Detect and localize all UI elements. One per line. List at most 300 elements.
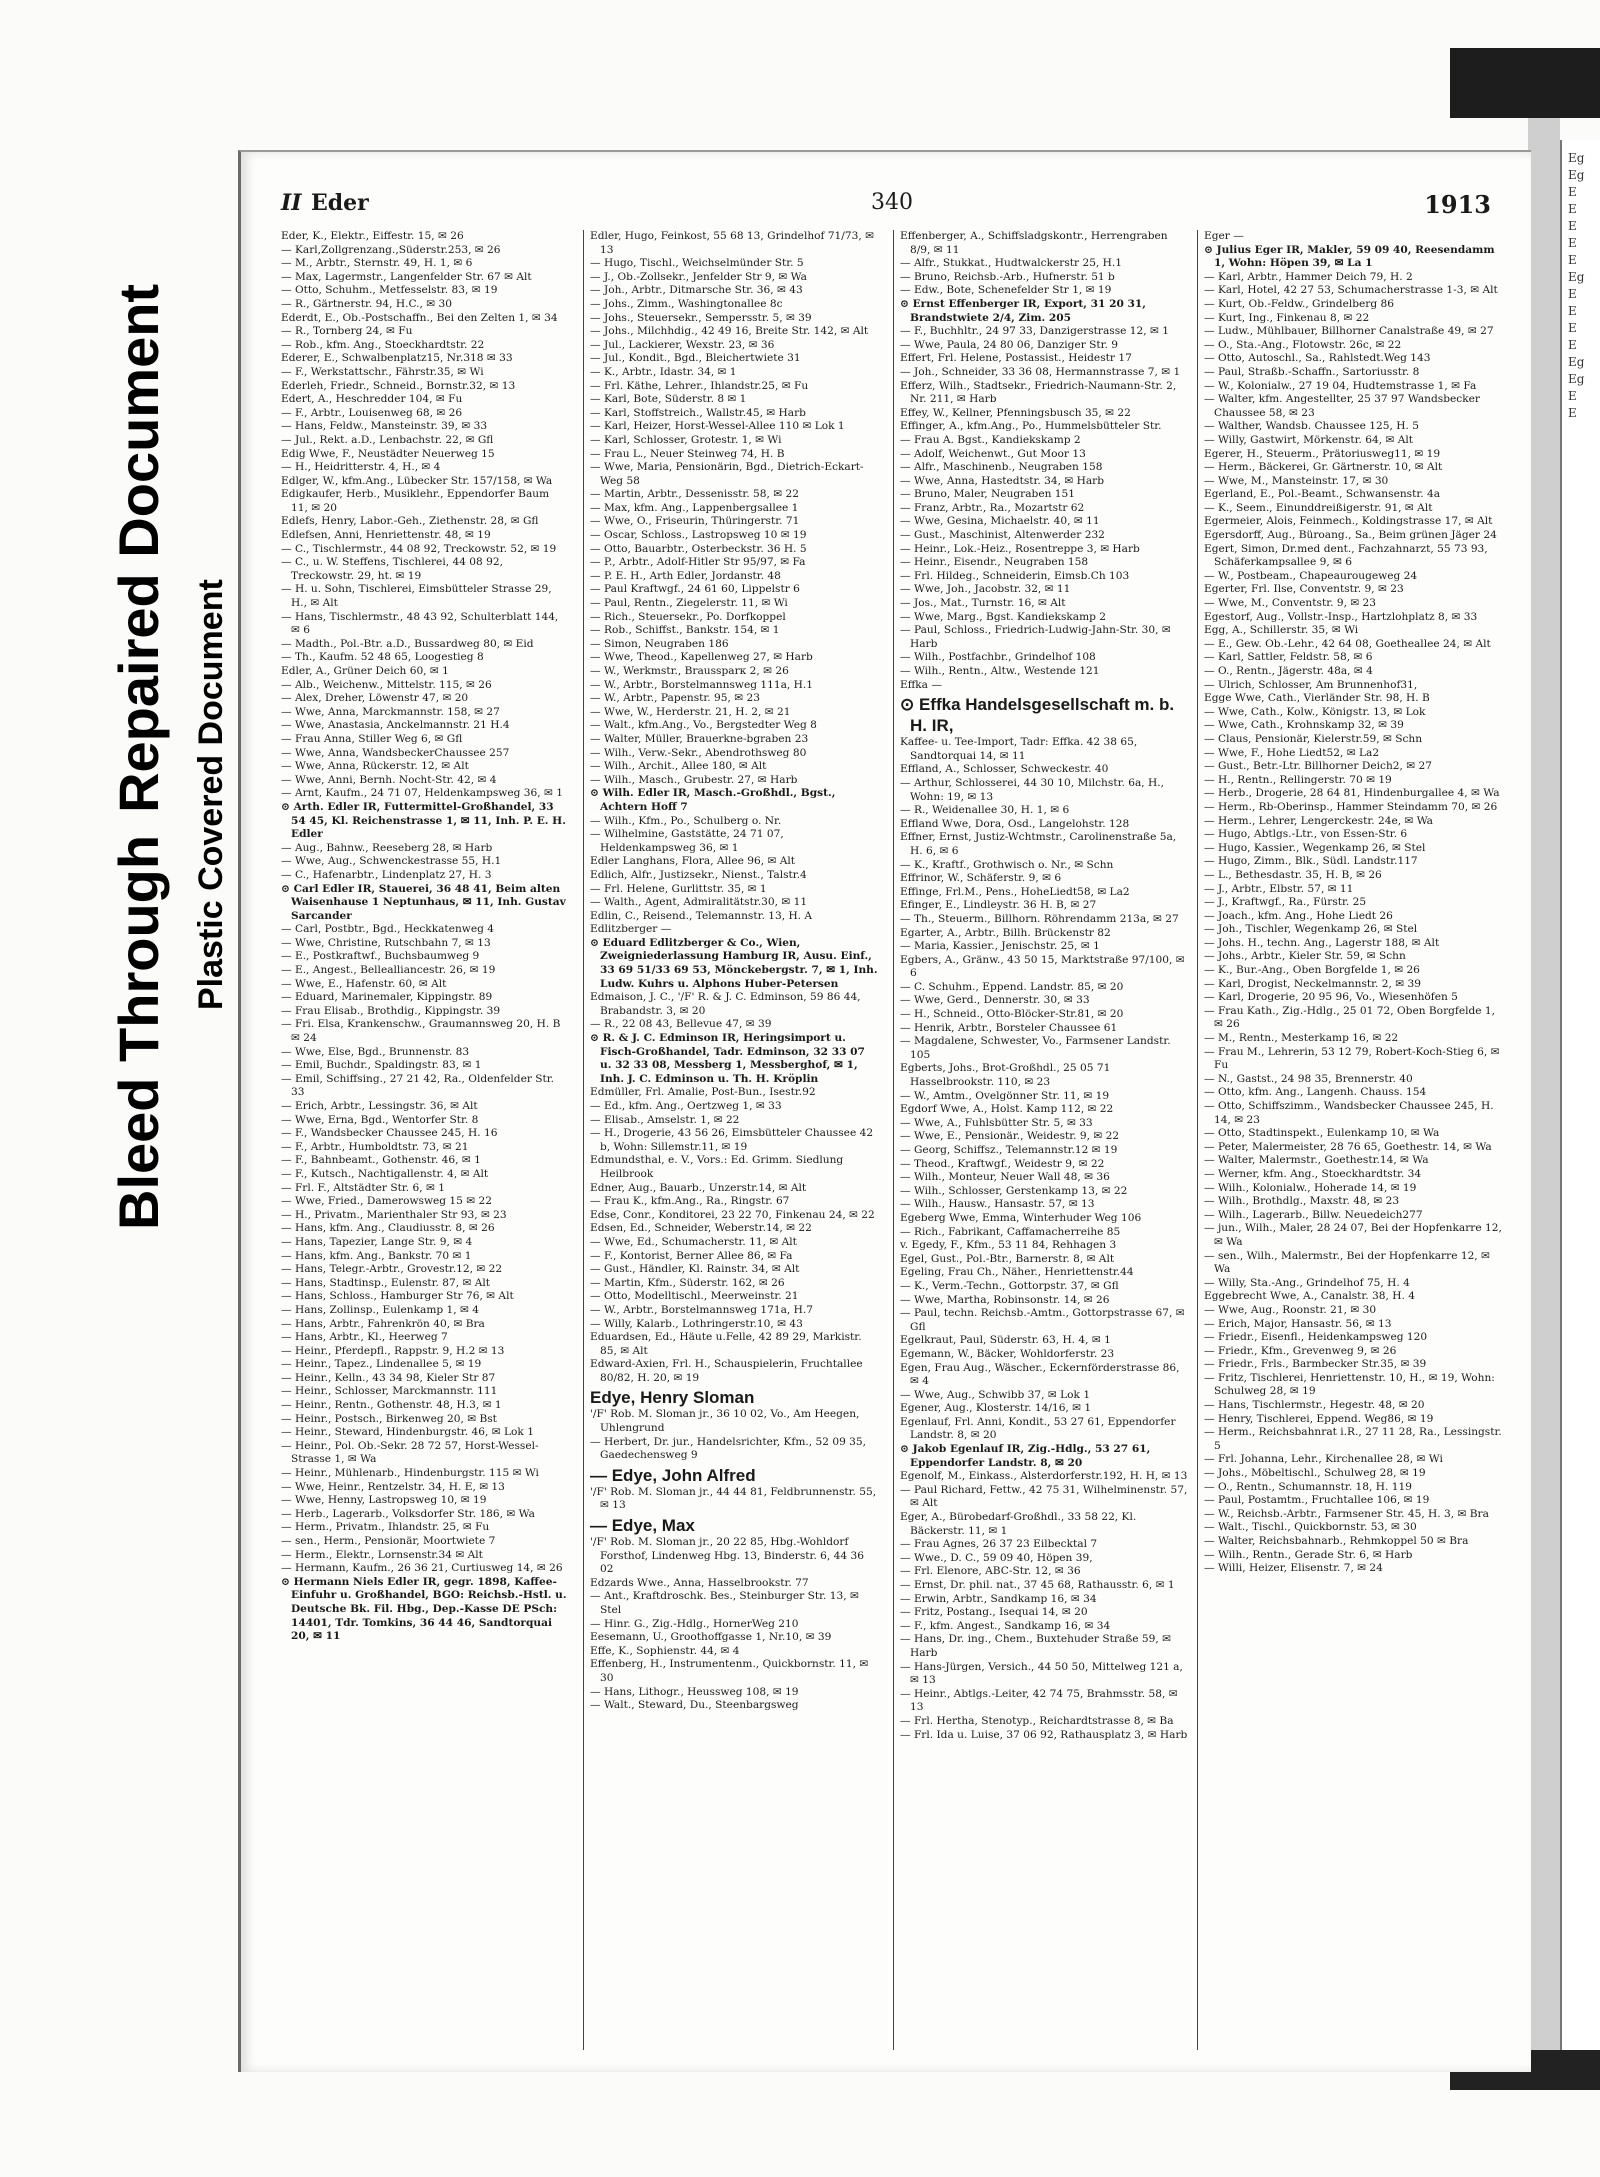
directory-entry: — Hans, Schloss., Hamburger Str 76, ✉ Alt — [281, 1290, 514, 1303]
directory-entry: — Joh., Schneider, 33 36 08, Hermannstrasse 7, ✉ 1 — [900, 365, 1181, 378]
directory-entry: — Wwe, M., Conventstr. 9, ✉ 23 — [1204, 597, 1377, 610]
directory-entry: — Hans, Feldw., Mansteinstr. 39, ✉ 33 — [281, 420, 488, 433]
directory-entry: — Frau A. Bgst., Kandiekskamp 2 — [900, 433, 1081, 446]
directory-entry: — R., Gärtnerstr. 94, H.C., ✉ 30 — [281, 297, 452, 310]
directory-entry: — Herm., Rb-Oberinsp., Hammer Steindamm 70, ✉ 26 — [1204, 800, 1498, 813]
directory-entry: — Hans, Dr. ing., Chem., Buxtehuder Straße 59, ✉ Harb — [900, 1633, 1172, 1659]
directory-entry: — Wilh., Archit., Allee 180, ✉ Alt — [590, 760, 767, 773]
directory-entry: — Wilhelmine, Gaststätte, 24 71 07, Heldenkampsweg 36, ✉ 1 — [590, 828, 784, 854]
directory-entry: — Wilh., Rentn., Gerade Str. 6, ✉ Harb — [1204, 1548, 1413, 1561]
directory-entry: — K., Kraftf., Grothwisch o. Nr., ✉ Schn — [900, 858, 1114, 871]
directory-entry: — Herm., Lehrer, Lengerckestr. 24e, ✉ Wa — [1204, 814, 1433, 827]
label-plastic-covered-document: Plastic Covered Document — [192, 579, 230, 1010]
directory-entry: — Heinr., Steward, Hindenburgstr. 46, ✉ Lok 1 — [281, 1426, 534, 1439]
directory-entry: — Walt., Tischl., Quickbornstr. 53, ✉ 30 — [1204, 1521, 1417, 1534]
directory-entry: — Hans, Tischlermstr., Hegestr. 48, ✉ 20 — [1204, 1399, 1425, 1412]
label-repaired-document: Repaired Document — [107, 283, 170, 813]
directory-entry: — Emil, Buchdr., Spaldingstr. 83, ✉ 1 — [281, 1059, 482, 1072]
directory-entry: — Heinr., Tapez., Lindenallee 5, ✉ 19 — [281, 1358, 482, 1371]
directory-entry: — F., Arbtr., Humboldtstr. 73, ✉ 21 — [281, 1140, 469, 1153]
directory-entry: — Hugo, Abtlgs.-Ltr., von Essen-Str. 6 — [1204, 828, 1408, 841]
directory-entry: Egarter, A., Arbtr., Billh. Brückenstr 82 — [900, 926, 1111, 939]
directory-entry: — Friedr., Eisenfl., Heidenkampsweg 120 — [1204, 1331, 1428, 1344]
year: 1913 — [1424, 190, 1491, 219]
directory-entry: — Frau Agnes, 26 37 23 Eilbecktal 7 — [900, 1538, 1098, 1551]
directory-entry: — Herm., Bäckerei, Gr. Gärtnerstr. 10, ✉ Alt — [1204, 461, 1443, 474]
directory-entry: — Willy, Sta.-Ang., Grindelhof 75, H. 4 — [1204, 1276, 1410, 1289]
directory-entry: Ederleh, Friedr., Schneid., Bornstr.32, ✉ 13 — [281, 379, 516, 392]
directory-entry: Egestorf, Aug., Vollstr.-Insp., Hartzlohplatz 8, ✉ 33 — [1204, 610, 1478, 623]
directory-entry: — Frl. Ida u. Luise, 37 06 92, Rathausplatz 3, ✉ Harb — [900, 1728, 1188, 1741]
directory-entry: — Herm., Reichsbahnrat i.R., 27 11 28, Ra., Lessingstr. 5 — [1204, 1426, 1502, 1452]
directory-entry: — Frl. Johanna, Lehr., Kirchenallee 28, ✉ Wi — [1204, 1453, 1443, 1466]
directory-entry: — Peter, Malermeister, 28 76 65, Goethestr. 14, ✉ Wa — [1204, 1140, 1492, 1153]
directory-entry: Effner, Ernst, Justiz-Wchtmstr., Carolinenstraße 5a, H. 6, ✉ 6 — [900, 831, 1177, 857]
directory-entry: — Heinr., Pol. Ob.-Sekr. 28 72 57, Horst-Wessel-Strasse 1, ✉ Wa — [281, 1439, 539, 1466]
directory-entry: Egge Wwe, Cath., Vierländer Str. 98, H. B — [1204, 692, 1430, 705]
directory-entry: Effenberg, H., Instrumentenm., Quickbornstr. 11, ✉ 30 — [590, 1658, 869, 1684]
directory-entry: Egberts, Johs., Brot-Großhdl., 25 05 71 Hasselbrookstr. 110, ✉ 23 — [900, 1062, 1111, 1089]
directory-entry: — F., kfm. Angest., Sandkamp 16, ✉ 34 — [900, 1619, 1111, 1632]
directory-entry: — Wwe, W., Herderstr. 21, H. 2, ✉ 21 — [590, 705, 791, 718]
directory-entry: — Wilh., Kolonialw., Hoheradе 14, ✉ 19 — [1204, 1181, 1417, 1194]
directory-entry: — Erwin, Arbtr., Sandkamp 16, ✉ 34 — [900, 1592, 1097, 1605]
directory-entry: Edigkaufer, Herb., Musiklehr., Eppendorfer Baum 11, ✉ 20 — [281, 488, 550, 514]
directory-entry: — Otto, Autoschl., Sa., Rahlstedt.Weg 143 — [1204, 352, 1431, 365]
directory-entry: — C., Hafenarbtr., Lindenplatz 27, H. 3 — [281, 868, 492, 881]
directory-entry: — F., Buchhltr., 24 97 33, Danzigerstrasse 12, ✉ 1 — [900, 325, 1170, 338]
directory-entry: — Madth., Pol.-Btr. a.D., Bussardweg 80, ✉ Eid — [281, 637, 534, 650]
directory-entry: — Franz, Arbtr., Ra., Mozartstr 62 — [900, 501, 1085, 514]
volume-number: II — [281, 190, 302, 216]
directory-entry: — Walt., Steward, Du., Steenbargsweg — [590, 1699, 799, 1712]
directory-entry: Egersdorff, Aug., Büroang., Sa., Beim grünen Jäger 24 — [1204, 529, 1497, 542]
directory-entry: — Simon, Neugraben 186 — [590, 637, 729, 650]
directory-entry: — Frau M., Lehrerin, 53 12 79, Robert-Koch-Stieg 6, ✉ Fu — [1204, 1045, 1500, 1072]
directory-entry: — Hans, Tapezier, Lange Str. 9, ✉ 4 — [281, 1235, 473, 1248]
directory-entry: — Johs., Milchhdig., 42 49 16, Breite Str. 142, ✉ Alt — [590, 325, 869, 338]
directory-entry: — Fri. Elsa, Krankenschw., Graumannsweg 20, H. B ✉ 24 — [281, 1018, 561, 1045]
directory-entry: Efinger, E., Lindleystr. 36 H. B, ✉ 27 — [900, 899, 1097, 912]
directory-entry: — Walt., kfm.Ang., Vo., Bergstedter Weg 8 — [590, 719, 817, 732]
directory-entry: — E., Angest., Bellealliancestr. 26, ✉ 19 — [281, 964, 496, 977]
directory-entry: — H., Heidritterstr. 4, H., ✉ 4 — [281, 461, 441, 474]
directory-entry: — Werner, kfm. Ang., Stoeckhardtstr. 34 — [1204, 1167, 1422, 1180]
directory-entry: — Hans, Arbtr., Fahrenkrön 40, ✉ Bra — [281, 1317, 485, 1330]
directory-entry: — Karl, Drogerie, 20 95 96, Vo., Wiesenhöfen 5 — [1204, 991, 1458, 1004]
directory-entry: — J., Kraftwgf., Ra., Fürstr. 25 — [1204, 896, 1367, 909]
directory-entry: — L., Bethesdastr. 35, H. B, ✉ 26 — [1204, 868, 1382, 881]
directory-entry: — Rob., kfm. Ang., Stoeckhardtstr. 22 — [281, 338, 485, 351]
directory-entry: — Wwe, Marg., Bgst. Kandiekskamp 2 — [900, 610, 1107, 623]
directory-entry: — Wwe, Anna, Hastedtstr. 34, ✉ Harb — [900, 474, 1105, 487]
directory-entry: '/F' Rob. M. Sloman jr., 44 44 81, Feldbrunnenstr. 55, ✉ 13 — [590, 1485, 877, 1512]
directory-entry: — F., Wandsbecker Chaussee 245, H. 16 — [281, 1127, 498, 1140]
directory-entry: Edig Wwe, F., Neustädter Neuerweg 15 — [281, 447, 495, 460]
directory-entry: — Rich., Steuersekr., Po. Dorfkoppel — [590, 610, 786, 623]
directory-entry: — Hugo, Zimm., Blk., Südl. Landstr.117 — [1204, 855, 1418, 868]
directory-entry: — W., Arbtr., Borstelmannsweg 111a, H.1 — [590, 678, 813, 691]
directory-entry: — Oscar, Schloss., Lastropsweg 10 ✉ 19 — [590, 529, 807, 542]
directory-entry: — Hans, Telegr.-Arbtr., Grovestr.12, ✉ 22 — [281, 1263, 503, 1276]
directory-entry: — sen., Wilh., Malermstr., Bei der Hopfenkarre 12, ✉ Wa — [1204, 1249, 1490, 1276]
directory-entry: — Th., Kaufm. 52 48 65, Loogestieg 8 — [281, 651, 484, 664]
directory-entry: — F., Kutsch., Nachtigallenstr. 4, ✉ Alt — [281, 1167, 489, 1180]
directory-entry: Edmaison, J. C., '/F' R. & J. C. Edminson, 59 86 44, Brabandstr. 3, ✉ 20 — [590, 991, 861, 1017]
directory-entry: — Wwe, E., Hafenstr. 60, ✉ Alt — [281, 977, 447, 990]
directory-entry: — Walter, Malermstr., Goethestr.14, ✉ Wa — [1204, 1154, 1429, 1167]
directory-entry: Effinger, A., kfm.Ang., Po., Hummelsbütteler Str. — [900, 420, 1162, 433]
directory-entry: ⊙ Arth. Edler IR, Futtermittel-Großhandel, 33 54 45, Kl. Reichenstrasse 1, ✉ 11, Inh. P. E. H. Edler — [281, 800, 566, 841]
directory-entry: Effey, W., Kellner, Pfenningsbusch 35, ✉ 22 — [900, 406, 1131, 419]
directory-entry: — Fritz, Tischlerei, Henriettenstr. 10, H., ✉ 19, Wohn: Schulweg 28, ✉ 19 — [1204, 1371, 1495, 1398]
directory-entry: ⊙ Ernst Effenberger IR, Export, 31 20 31, Brandstwiete 2/4, Zim. 205 — [900, 297, 1146, 324]
directory-entry: — Eduard, Marinemaler, Kippingstr. 89 — [281, 991, 493, 1004]
directory-entry: — F., Kontorist, Berner Allee 86, ✉ Fa — [590, 1249, 793, 1262]
directory-entry: Egerer, H., Steuerm., Prätoriusweg11, ✉ 19 — [1204, 447, 1441, 460]
directory-entry: Edmüller, Frl. Amalie, Post-Bun., Isestr.92 — [590, 1086, 816, 1099]
directory-entry: — Bruno, Reichsb.-Arb., Hufnerstr. 51 b — [900, 270, 1115, 283]
black-edge-top — [1450, 48, 1600, 118]
directory-entry: — Frau L., Neuer Steinweg 74, H. B — [590, 447, 785, 460]
directory-entry: — Johs. H., techn. Ang., Lagerstr 188, ✉ Alt — [1204, 936, 1440, 949]
directory-entry: — K., Bur.-Ang., Oben Borgfelde 1, ✉ 26 — [1204, 964, 1420, 977]
directory-entry: — Joach., kfm. Ang., Hohe Liedt 26 — [1204, 909, 1393, 922]
directory-entry: — Theod., Kraftwgf., Weidestr 9, ✉ 22 — [900, 1157, 1105, 1170]
directory-entry: — Max, kfm. Ang., Lappenbergsallee 1 — [590, 501, 799, 514]
directory-entry: — Karl, Drogist, Neckelmannstr. 2, ✉ 39 — [1204, 977, 1421, 990]
directory-entry: — Paul, techn. Reichsb.-Amtm., Gottorpstrasse 67, ✉ Gfl — [900, 1307, 1185, 1333]
directory-entry: — Wilh., Brothdlg., Maxstr. 48, ✉ 23 — [1204, 1195, 1400, 1208]
directory-entry: Ederdt, E., Ob.-Postschaffn., Bei den Zelten 1, ✉ 34 — [281, 311, 558, 324]
label-bleed-through: Bleed ThroughRepaired Document — [107, 283, 170, 1230]
directory-entry: — Ant., Kraftdroschk. Bes., Steinburger Str. 13, ✉ Stel — [590, 1590, 859, 1616]
directory-entry: — Heinr., Lok.-Heiz., Rosentreppe 3, ✉ Harb — [900, 542, 1140, 555]
directory-entry: — Carl, Postbtr., Bgd., Heckkatenweg 4 — [281, 923, 495, 936]
directory-entry: — Willy, Gastwirt, Mörkenstr. 64, ✉ Alt — [1204, 433, 1414, 446]
directory-entry: Eesemann, U., Groothoffgasse 1, Nr.10, ✉ 39 — [590, 1631, 832, 1644]
directory-entry: — Hans, kfm. Ang., Bankstr. 70 ✉ 1 — [281, 1249, 472, 1262]
directory-entry: — Walth., Agent, Admiralitätstr.30, ✉ 11 — [590, 896, 808, 909]
directory-entry: — Wilh., Postfachbr., Grindelhof 108 — [900, 651, 1096, 664]
directory-entry: — Wilh., Lagerarb., Billw. Neuedeich277 — [1204, 1208, 1423, 1221]
directory-entry: — Edw., Bote, Schenefelder Str 1, ✉ 19 — [900, 284, 1112, 297]
directory-entry: — K., Arbtr., Idastr. 34, ✉ 1 — [590, 365, 737, 378]
directory-entry: Effe, K., Sophienstr. 44, ✉ 4 — [590, 1644, 740, 1657]
directory-entry: — Frl. Hertha, Stenotyp., Reichardtstrasse 8, ✉ Ba — [900, 1714, 1174, 1727]
directory-entry: — Wilh., Masch., Grubestr. 27, ✉ Harb — [590, 773, 798, 786]
directory-entry: ⊙ Hermann Niels Edler IR, gegr. 1898, Kaffee-Einfuhr u. Großhandel, BGO: Reichsb.-Hstl. u. Deutsche Bk. Fil. Hbg., Dep.-Kasse DE PSch: 14401, Tdr. Tomkins, 36 44 46, Sandtorquai 20, ✉ 11 — [281, 1575, 567, 1643]
directory-entry: — Alb., Weichenw., Mittelstr. 115, ✉ 26 — [281, 678, 492, 691]
directory-entry: — Arthur, Schlosserei, 44 30 10, Milchstr. 6a, H., Wohn: 19, ✉ 13 — [900, 776, 1164, 803]
directory-entry: — Edye, Max — [590, 1516, 695, 1536]
side-labels — [88, 283, 248, 1270]
directory-entry: — Kurt, Ob.-Feldw., Grindelberg 86 — [1204, 297, 1394, 310]
directory-entry: — P., Arbtr., Adolf-Hitler Str 95/97, ✉ Fa — [590, 556, 806, 569]
page-header — [281, 190, 1501, 224]
directory-entry: — Wwe, Joh., Jacobstr. 32, ✉ 11 — [900, 583, 1071, 596]
directory-entry: — E., Gew. Ob.-Lehr., 42 64 08, Goetheallee 24, ✉ Alt — [1204, 637, 1491, 650]
directory-entry: — Wwe, Martha, Robinsonstr. 14, ✉ 26 — [900, 1293, 1110, 1306]
directory-entry: — W., Werkmstr., Braussparк 2, ✉ 26 — [590, 665, 789, 677]
directory-entry: — Paul, Postamtm., Fruchtallee 106, ✉ 19 — [1204, 1494, 1430, 1507]
directory-entry: — J., Ob.-Zollsekr., Jenfelder Str 9, ✉ Wa — [590, 270, 807, 283]
directory-entry: — Otto, Schiffszimm., Wandsbecker Chaussee 245, H. 14, ✉ 23 — [1204, 1100, 1494, 1126]
directory-entry: — Wilh., Monteur, Neuer Wall 48, ✉ 36 — [900, 1171, 1110, 1184]
directory-entry: — jun., Wilh., Maler, 28 24 07, Bei der Hopfenkarre 12, ✉ Wa — [1204, 1222, 1502, 1248]
directory-entry: — Hermann, Kaufm., 26 36 21, Curtiusweg 14, ✉ 26 — [281, 1562, 563, 1575]
directory-entry: Edsen, Ed., Schneider, Weberstr.14, ✉ 22 — [590, 1222, 812, 1235]
directory-entry: — Wwe, Aug., Roonstr. 21, ✉ 30 — [1204, 1303, 1377, 1316]
directory-entry: — Johs., Zimm., Washingtonallee 8c — [590, 297, 783, 310]
directory-entry: — Erich, Major, Hansastr. 56, ✉ 13 — [1204, 1317, 1392, 1330]
directory-entry: — Magdalene, Schwester, Vo., Farmsener Landstr. 105 — [900, 1035, 1171, 1061]
directory-entry: — Hans, Lithogr., Heussweg 108, ✉ 19 — [590, 1685, 799, 1698]
directory-entry: — Karl, Schlosser, Grotestr. 1, ✉ Wi — [590, 433, 782, 446]
directory-entry: — Walther, Wandsb. Chaussee 125, H. 5 — [1204, 420, 1419, 433]
directory-entry: — R., Weidenallee 30, H. 1, ✉ 6 — [900, 804, 1070, 817]
directory-entry: — Gust., Betr.-Ltr. Billhorner Deich2, ✉ 27 — [1204, 760, 1432, 773]
directory-entry: — Ludw., Mühlbauer, Billhorner Canalstraße 49, ✉ 27 — [1204, 325, 1494, 338]
directory-entry: '/F' Rob. M. Sloman jr., 20 22 85, Hbg.-Wohldorf Forsthof, Lindenweg Hbg. 13, Binderstr. 6, 44 36 02 — [590, 1536, 864, 1576]
directory-entry: — Max, Lagermstr., Langenfelder Str. 67 ✉ Alt — [281, 270, 532, 283]
directory-entry: Efferz, Wilh., Stadtsekr., Friedrich-Naumann-Str. 2, Nr. 211, ✉ Harb — [900, 379, 1177, 406]
directory-entry: Edert, A., Heschredder 104, ✉ Fu — [281, 393, 463, 406]
directory-entry: — Herm., Elektr., Lornsenstr.34 ✉ Alt — [281, 1548, 483, 1561]
directory-entry: Egg, A., Schillerstr. 35, ✉ Wi — [1204, 624, 1359, 637]
directory-entry: — W., Arbtr., Borstelmannsweg 171a, H.7 — [590, 1303, 813, 1316]
directory-entry: — Otto, kfm. Ang., Langenh. Chauss. 154 — [1204, 1086, 1427, 1099]
directory-entry: — E., Postkraftwf., Buchsbaumweg 9 — [281, 950, 480, 963]
directory-entry: — Hugo, Tischl., Weichselmünder Str. 5 — [590, 257, 804, 270]
directory-entry: — Rich., Fabrikant, Caffamacherreihe 85 — [900, 1225, 1121, 1238]
directory-entry: — Wwe, M., Mansteinstr. 17, ✉ 30 — [1204, 474, 1389, 487]
directory-entry: — Joh., Arbtr., Ditmarsche Str. 36, ✉ 43 — [590, 284, 803, 297]
directory-entry: — H. u. Sohn, Tischlerei, Eimsbütteler Strasse 29, H., ✉ Alt — [281, 583, 552, 610]
directory-entry: — Jul., Rekt. a.D., Lenbachstr. 22, ✉ Gfl — [281, 433, 494, 446]
directory-entry: — Henry, Tischlerei, Eppend. Weg86, ✉ 19 — [1204, 1412, 1434, 1425]
directory-entry: — Joh., Tischler, Wegenkamp 26, ✉ Stel — [1204, 923, 1418, 936]
directory-entry: — Fritz, Postang., Isequai 14, ✉ 20 — [900, 1606, 1088, 1619]
directory-entry: Egdorf Wwe, A., Holst. Kamp 112, ✉ 22 — [900, 1103, 1114, 1116]
directory-entry: Eduardsen, Ed., Häute u.Felle, 42 89 29, Markistr. 85, ✉ Alt — [590, 1331, 862, 1357]
directory-entry: — Willi, Heizer, Elisenstr. 7, ✉ 24 — [1204, 1562, 1383, 1575]
directory-entry: Egeberg Wwe, Emma, Winterhuder Weg 106 — [900, 1211, 1142, 1224]
directory-entry: — Heinr., Abtlgs.-Leiter, 42 74 75, Brahmsstr. 58, ✉ 13 — [900, 1687, 1178, 1714]
directory-entry: Egen, Frau Aug., Wäscher., Eckernförderstrasse 86, ✉ 4 — [900, 1361, 1180, 1388]
directory-entry: — Ulrich, Schlosser, Am Brunnenhof31, — [1204, 678, 1418, 691]
directory-entry: — F., Arbtr., Louisenweg 68, ✉ 26 — [281, 406, 463, 419]
directory-entry: — Wwe, Anni, Bernh. Nocht-Str. 42, ✉ 4 — [281, 773, 497, 786]
directory-entry: — F., Bahnbeamt., Gothenstr. 46, ✉ 1 — [281, 1154, 481, 1167]
directory-entry: — Heinr., Eisendr., Neugraben 158 — [900, 556, 1089, 569]
directory-entry: Edlefs, Henry, Labor.-Geh., Ziethenstr. 28, ✉ Gfl — [281, 515, 539, 528]
directory-entry: — Paul, Schloss., Friedrich-Ludwig-Jahn-Str. 30, ✉ Harb — [900, 624, 1171, 650]
directory-entry: — Alfr., Maschinenb., Neugraben 158 — [900, 461, 1103, 474]
directory-entry: — C., Tischlermstr., 44 08 92, Treckowstr. 52, ✉ 19 — [281, 542, 557, 555]
directory-entry: — Wilh., Schlosser, Gerstenkamp 13, ✉ 22 — [900, 1184, 1128, 1197]
directory-entry: — Wwe, E., Pensionär., Weidestr. 9, ✉ 22 — [900, 1130, 1120, 1143]
directory-entry: — Frau Anna, Stiller Weg 6, ✉ Gfl — [281, 732, 463, 745]
directory-entry: — Edye, John Alfred — [590, 1465, 756, 1485]
directory-entry: — H., Rentn., Rellingerstr. 70 ✉ 19 — [1204, 773, 1392, 786]
directory-entry: Edler, Hugo, Feinkost, 55 68 13, Grindelhof 71/73, ✉ 13 — [590, 230, 874, 256]
column-1 — [281, 230, 569, 2050]
directory-entry: — O., Rentn., Schumannstr. 18, H. 119 — [1204, 1480, 1412, 1493]
page-number: 340 — [871, 190, 913, 215]
directory-entry: — Johs., Steuersekr., Sempersstr. 5, ✉ 39 — [590, 311, 812, 324]
directory-entry: Edward-Axien, Frl. H., Schauspielerin, Fruchtallee 80/82, H. 20, ✉ 19 — [590, 1358, 863, 1384]
directory-entry: — Martin, Arbtr., Dessenisstr. 58, ✉ 22 — [590, 488, 799, 501]
directory-entry: Edlefsen, Anni, Henriettenstr. 48, ✉ 19 — [281, 529, 491, 542]
column-3 — [893, 230, 1188, 2050]
directory-entry: — Bruno, Maler, Neugraben 151 — [900, 488, 1076, 501]
directory-entry: — Walter, Müller, Brauerkne-bgraben 23 — [590, 732, 809, 745]
directory-entry: Egelkraut, Paul, Süderstr. 63, H. 4, ✉ 1 — [900, 1334, 1111, 1347]
directory-entry: — Walter, kfm. Angestellter, 25 37 97 Wandsbecker Chaussee 58, ✉ 23 — [1204, 393, 1480, 419]
directory-entry: — Wwe, Gerd., Dennerstr. 30, ✉ 33 — [900, 994, 1090, 1007]
directory-entry: Edmundsthal, e. V., Vors.: Ed. Grimm. Siedlung Heilbrook — [590, 1154, 844, 1180]
directory-entry: Edlich, Alfr., Justizsekr., Nienst., Talstr.4 — [590, 868, 807, 881]
directory-entry: — W., Arbtr., Papenstr. 95, ✉ 23 — [590, 692, 760, 705]
directory-entry: — Arnt, Kaufm., 24 71 07, Heldenkampsweg 36, ✉ 1 — [281, 787, 563, 800]
directory-entry: Edler Langhans, Flora, Allee 96, ✉ Alt — [590, 855, 796, 868]
directory-entry: Egbers, A., Gränw., 43 50 15, Marktstraße 97/100, ✉ 6 — [900, 953, 1185, 980]
directory-entry: — Emil, Schiffsing., 27 21 42, Ra., Oldenfelder Str. 33 — [281, 1072, 555, 1099]
directory-entry: — Heinr., Kelln., 43 34 98, Kieler Str 87 — [281, 1371, 496, 1384]
directory-entry: — Wilh., Verw.-Sekr., Abendrothsweg 80 — [590, 746, 807, 759]
directory-entry: — Wwe, F., Hohe Liedt52, ✉ La2 — [1204, 746, 1380, 759]
directory-entry: — N., Gastst., 24 98 35, Brennerstr. 40 — [1204, 1072, 1413, 1085]
column-4 — [1197, 230, 1502, 2050]
directory-entry: — M., Rentn., Mesterkamp 16, ✉ 22 — [1204, 1032, 1399, 1045]
directory-entry: — Adolf, Weichenwt., Gut Moor 13 — [900, 447, 1086, 460]
directory-entry: — Hans, kfm. Ang., Claudiusstr. 8, ✉ 26 — [281, 1222, 495, 1235]
directory-entry: Eggebrecht Wwe, A., Canalstr. 38, H. 4 — [1204, 1290, 1415, 1303]
directory-entry: — Henrik, Arbtr., Borsteler Chaussee 61 — [900, 1021, 1118, 1034]
directory-entry: — Hans, Stadtinsp., Eulenstr. 87, ✉ Alt — [281, 1276, 491, 1289]
directory-entry: — Karl, Heizer, Horst-Wessel-Allee 110 ✉ Lok 1 — [590, 420, 845, 433]
directory-entry: — Wwe, Maria, Pensionärin, Bgd., Dietrich-Eckart-Weg 58 — [590, 461, 864, 487]
directory-entry: v. Egedy, F., Kfm., 53 11 84, Rehhagen 3 — [900, 1239, 1117, 1252]
directory-entry: — Rob., Schiffst., Bankstr. 154, ✉ 1 — [590, 624, 780, 637]
directory-entry: ⊙ Effka Handelsgesellschaft m. b. H. IR, — [900, 695, 1175, 736]
directory-entry: — Wwe, Anna, Rückerstr. 12, ✉ Alt — [281, 760, 469, 773]
directory-entry: — Karl, Sattler, Feldstr. 58, ✉ 6 — [1204, 651, 1373, 664]
directory-entry: Effka — — [900, 678, 942, 691]
directory-entry: — O., Sta.-Ang., Flotowstr. 26c, ✉ 22 — [1204, 338, 1402, 351]
directory-entry: — J., Arbtr., Elbstr. 57, ✉ 11 — [1204, 882, 1354, 895]
directory-entry: Ederer, E., Schwalbenplatz15, Nr.318 ✉ 33 — [281, 352, 513, 365]
directory-entry: '/F' Rob. M. Sloman jr., 36 10 02, Vo., Am Heegen, Uhlengrund — [590, 1408, 860, 1435]
directory-entry: — Hans, Tischlermstr., 48 43 92, Schulterblatt 144, ✉ 6 — [281, 610, 559, 637]
directory-entry: Effland, A., Schlosser, Schweckestr. 40 — [900, 763, 1109, 776]
directory-entry: Eger, A., Bürobedarf-Großhdl., 33 58 22, Kl. Bäckerstr. 11, ✉ 1 — [900, 1511, 1137, 1537]
directory-entry: Effinge, Frl.M., Pens., HoheLiedt58, ✉ La2 — [900, 885, 1130, 898]
directory-entry: ⊙ Julius Eger IR, Makler, 59 09 40, Reesendamm 1, Wohn: Höpen 39, ✉ La 1 — [1204, 243, 1495, 270]
directory-entry: — Jos., Mat., Turnstr. 16, ✉ Alt — [900, 597, 1066, 610]
directory-entry: Eger — — [1204, 230, 1244, 242]
directory-entry: Edlin, C., Reisend., Telemannstr. 13, H. A — [590, 909, 813, 922]
directory-entry: — Herb., Lagerarb., Volksdorfer Str. 186, ✉ Wa — [281, 1507, 535, 1520]
directory-entry: — Otto, Schuhm., Metfesselstr. 83, ✉ 19 — [281, 284, 498, 297]
directory-entry: — Wwe., D. C., 59 09 40, Höpen 39, — [900, 1551, 1093, 1564]
directory-entry: — Wwe, Else, Bgd., Brunnenstr. 83 — [281, 1045, 470, 1058]
directory-entry: — Frau K., kfm.Ang., Ra., Ringstr. 67 — [590, 1195, 790, 1208]
directory-entry: — Heinr., Schlosser, Marckmannstr. 111 — [281, 1385, 498, 1398]
directory-entry: — Frl. Käthe, Lehrer., Ihlandstr.25, ✉ Fu — [590, 379, 809, 392]
directory-entry: — Paul Kraftwgf., 24 61 60, Lippelstr 6 — [590, 583, 800, 596]
directory-entry: — Maria, Kassier., Jenischstr. 25, ✉ 1 — [900, 940, 1100, 953]
directory-entry: — Otto, Stadtinspekt., Eulenkamp 10, ✉ Wa — [1204, 1127, 1440, 1140]
directory-entry: — Otto, Bauarbtr., Osterbeckstr. 36 H. 5 — [590, 542, 807, 555]
directory-entry: — Paul, Straßb.-Schaffn., Sartoriusstr. 8 — [1204, 365, 1420, 378]
directory-entry: — Johs., Arbtr., Kieler Str. 59, ✉ Schn — [1204, 950, 1406, 963]
directory-entry: — Wwe, Erna, Bgd., Wentorfer Str. 8 — [281, 1113, 479, 1126]
directory-entry: — Wwe, Aug., Schwenckestrasse 55, H.1 — [281, 855, 502, 868]
directory-entry: — Wwe, Theod., Kapellenweg 27, ✉ Harb — [590, 651, 813, 664]
directory-entry: — H., Drogerie, 43 56 26, Eimsbütteler Chaussee 42 b, Wohn: Sillemstr.11, ✉ 19 — [590, 1127, 874, 1153]
directory-entry: Eder, K., Elektr., Eiffestr. 15, ✉ 26 — [281, 230, 464, 242]
directory-entry: — Wwe, Fried., Damerowsweg 15 ✉ 22 — [281, 1195, 493, 1208]
directory-entry: — Wwe, Christine, Rutschbahn 7, ✉ 13 — [281, 936, 491, 949]
directory-entry: — Kurt, Ing., Finkenau 8, ✉ 22 — [1204, 311, 1370, 324]
directory-entry: — Heinr., Pferdepfl., Rappstr. 9, H.2 ✉ 13 — [281, 1344, 505, 1357]
directory-entry: — sen., Herm., Pensionär, Moortwiete 7 — [281, 1535, 496, 1547]
directory-entry: — O., Rentn., Jägerstr. 48a, ✉ 4 — [1204, 665, 1373, 677]
directory-entry: — K., Verm.-Techn., Gottorpstr. 37, ✉ Gfl — [900, 1279, 1119, 1292]
directory-entry: — Ernst, Dr. phil. nat., 37 45 68, Rathausstr. 6, ✉ 1 — [900, 1579, 1175, 1591]
directory-entry: Egerland, E., Pol.-Beamt., Schwansenstr. 4a — [1204, 488, 1441, 501]
directory-page — [238, 150, 1531, 2072]
directory-entry: — Frau Kath., Zig.-Hdlg., 25 01 72, Oben Borgfelde 1, ✉ 26 — [1204, 1004, 1496, 1031]
directory-entry: — Friedr., Frls., Barmbecker Str.35, ✉ 39 — [1204, 1358, 1427, 1371]
directory-entry: — Wwe, Henny, Lastropsweg 10, ✉ 19 — [281, 1494, 487, 1507]
directory-entry: Egel, Gust., Pol.-Btr., Barnerstr. 8, ✉ Alt — [900, 1252, 1115, 1265]
directory-entry: — K., Seem., Einunddreißigerstr. 91, ✉ Alt — [1204, 501, 1433, 514]
directory-entry: — Wwe, Anastasia, Anckelmannstr. 21 H.4 — [281, 719, 510, 732]
directory-entry: Kaffee- u. Tee-Import, Tadr: Effka. 42 38 65, Sandtorquai 14, ✉ 11 — [900, 736, 1138, 762]
directory-entry: — Aug., Bahnw., Reeseberg 28, ✉ Harb — [281, 841, 493, 854]
directory-entry: — Wilh., Rentn., Altw., Westende 121 — [900, 665, 1100, 677]
directory-entry: — Georg, Schiffsz., Telemannstr.12 ✉ 19 — [900, 1144, 1118, 1156]
directory-entry: — Wwe, Aug., Schwibb 37, ✉ Lok 1 — [900, 1388, 1091, 1401]
directory-entry: — Erich, Arbtr., Lessingstr. 36, ✉ Alt — [281, 1100, 478, 1112]
directory-entry: — Karl,Zollgrenzang.,Süderstr.253, ✉ 26 — [281, 243, 501, 256]
directory-entry: — Wwe, Anna, Marckmannstr. 158, ✉ 27 — [281, 705, 500, 718]
directory-entry: — Elisab., Amselstr. 1, ✉ 22 — [590, 1113, 740, 1126]
directory-entry: — Paul Richard, Fettw., 42 75 31, Wilhelminenstr. 57, ✉ Alt — [900, 1483, 1188, 1510]
directory-entry: — M., Arbtr., Sternstr. 49, H. 1, ✉ 6 — [281, 257, 473, 270]
directory-entry: — Wwe, Heinr., Rentzelstr. 34, H. E, ✉ 13 — [281, 1480, 505, 1493]
directory-entry: Egerter, Frl. Ilse, Conventstr. 9, ✉ 23 — [1204, 583, 1404, 596]
directory-entry: Edye, Henry Sloman — [590, 1388, 755, 1408]
column-2 — [583, 230, 878, 2050]
directory-entry: — W., Kolonialw., 27 19 04, Hudtemstrasse 1, ✉ Fa — [1204, 379, 1477, 392]
directory-entry: Egermeier, Alois, Feinmech., Koldingstrasse 17, ✉ Alt — [1204, 515, 1493, 528]
page-gutter — [1528, 118, 1560, 2078]
directory-entry: — Frau Elisab., Brothdig., Kippingstr. 39 — [281, 1004, 501, 1017]
directory-entry: — Herm., Privatm., Ihlandstr. 25, ✉ Fu — [281, 1521, 490, 1534]
directory-entry: Egeling, Frau Ch., Näher., Henriettenstr.44 — [900, 1266, 1134, 1279]
directory-entry: — Wwe, Paula, 24 80 06, Danziger Str. 9 — [900, 338, 1119, 351]
directory-entry: — Otto, Modelltischl., Meerweinstr. 21 — [590, 1290, 799, 1303]
directory-entry: ⊙ Carl Edler IR, Stauerei, 36 48 41, Beim alten Waisenhause 1 Neptunhaus, ✉ 11, Inh. Gustav Sarcander — [281, 882, 566, 922]
directory-entry: — Alfr., Stukkat., Hudtwalckerstr 25, H.1 — [900, 257, 1123, 270]
directory-entry: — Wwe, A., Fuhlsbütter Str. 5, ✉ 33 — [900, 1116, 1093, 1129]
directory-entry: — H., Privatm., Marienthaler Str 93, ✉ 23 — [281, 1208, 507, 1221]
directory-entry: — Friedr., Kfm., Grevenweg 9, ✉ 26 — [1204, 1344, 1397, 1357]
